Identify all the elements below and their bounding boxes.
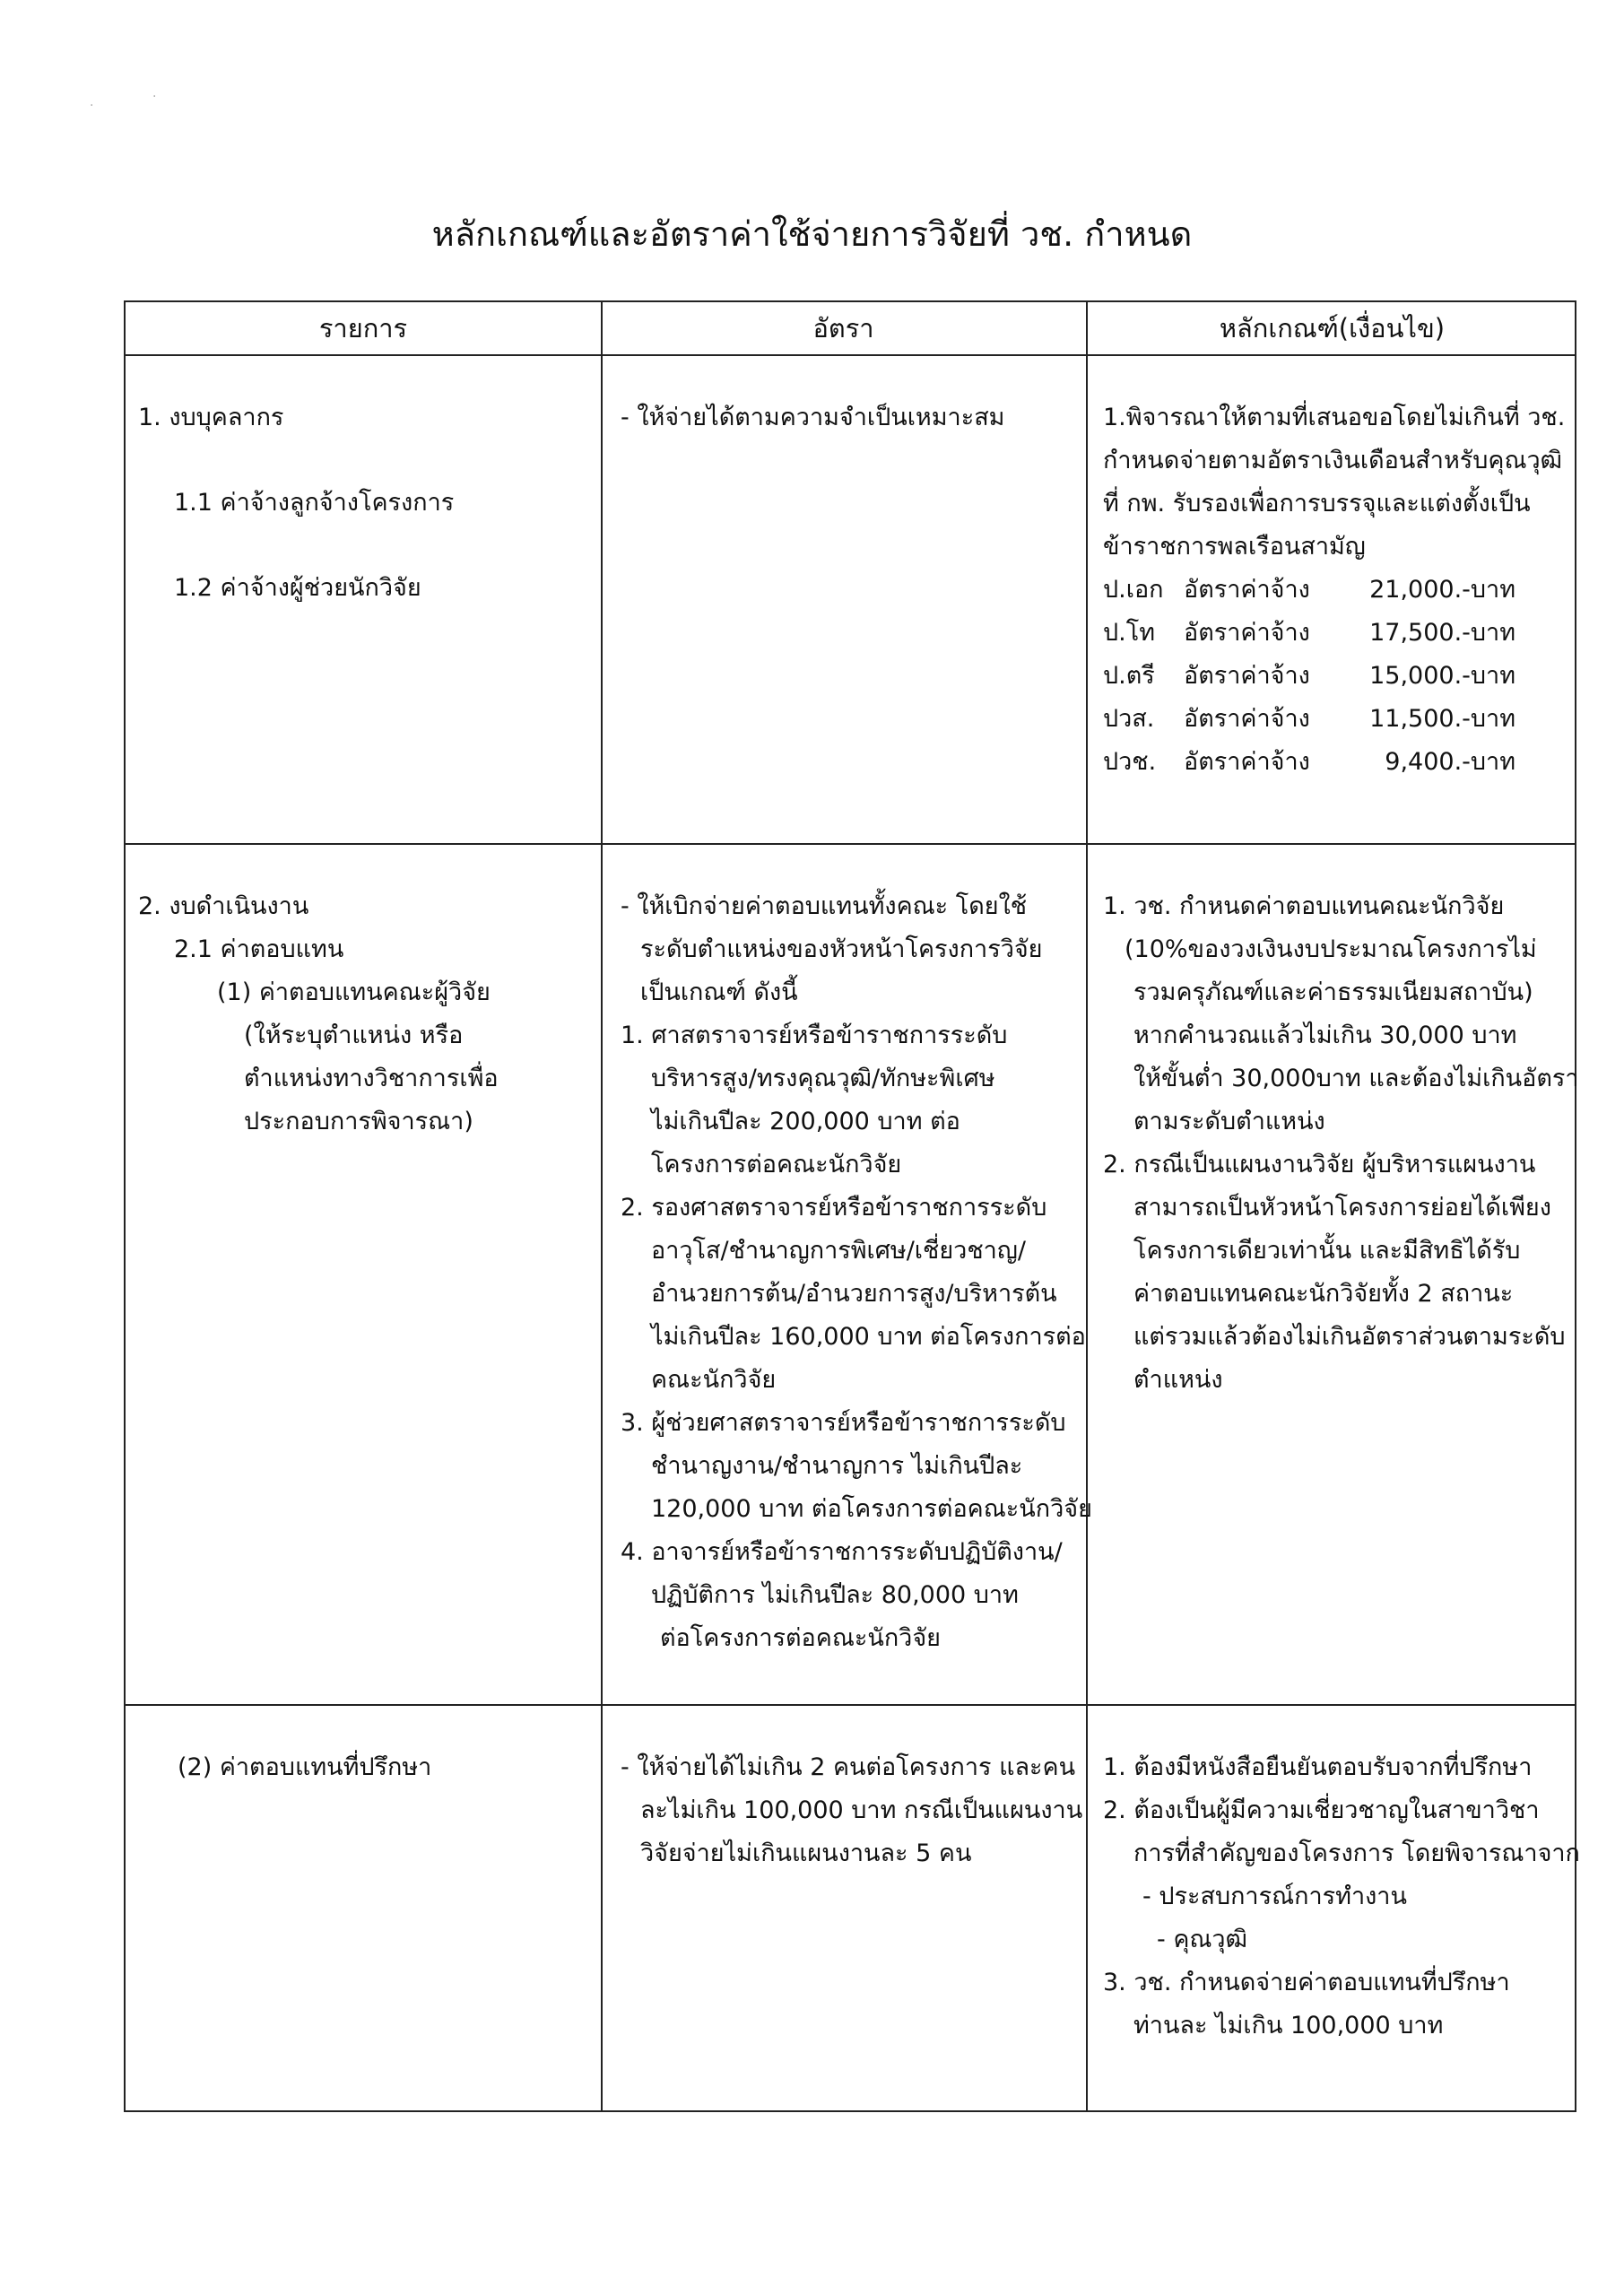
criteria-line: 1. ต้องมีหนังสือยืนยันตอบรับจากที่ปรึกษา (1103, 1753, 1533, 1781)
rate-line: ไม่เกินปีละ 160,000 บาท ต่อโครงการต่อ (651, 1323, 1086, 1351)
header-criteria: หลักเกณฑ์(เงื่อนไข) (1219, 313, 1446, 344)
rate-line: - ให้เบิกจ่ายค่าตอบแทนทั้งคณะ โดยใช้ (621, 892, 1028, 920)
criteria-line: 1.พิจารณาให้ตามที่เสนอขอโดยไม่เกินที่ วช. (1103, 404, 1566, 431)
criteria-line: รวมครุภัณฑ์และค่าธรรมเนียมสถาบัน) (1133, 978, 1533, 1006)
section2-item: (1) ค่าตอบแทนคณะผู้วิจัย (217, 978, 491, 1006)
section2-heading: 2. งบดำเนินงาน (138, 892, 309, 920)
rate-line: ละไม่เกิน 100,000 บาท กรณีเป็นแผนงาน (640, 1796, 1083, 1824)
rate-line: ไม่เกินปีละ 200,000 บาท ต่อ (651, 1108, 960, 1135)
criteria-line: 1. วช. กำหนดค่าตอบแทนคณะนักวิจัย (1103, 892, 1505, 920)
section1-sub1: 1.1 ค่าจ้างลูกจ้างโครงการ (174, 489, 455, 517)
criteria-line: ท่านละ ไม่เกิน 100,000 บาท (1133, 2012, 1444, 2039)
pay-rate-amount: 9,400.-บาท (1385, 748, 1515, 776)
header-divider (126, 354, 1575, 356)
pay-rate-degree: ปวส. (1103, 705, 1155, 733)
criteria-line: ตามระดับตำแหน่ง (1133, 1108, 1325, 1135)
criteria-line: สามารถเป็นหัวหน้าโครงการย่อยได้เพียง (1133, 1194, 1551, 1222)
criteria-line: ข้าราชการพลเรือนสามัญ (1103, 533, 1366, 561)
rate-line: วิจัยจ่ายไม่เกินแผนงานละ 5 คน (640, 1839, 972, 1867)
section2-sub: 2.1 ค่าตอบแทน (174, 935, 344, 963)
criteria-line: การที่สำคัญของโครงการ โดยพิจารณาจาก (1133, 1839, 1580, 1867)
section2-criteria (1103, 885, 1579, 1402)
criteria-line: - คุณวุฒิ (1157, 1926, 1247, 1953)
rate-line: ชำนาญงาน/ชำนาญการ ไม่เกินปีละ (651, 1452, 1023, 1480)
section1-sub2: 1.2 ค่าจ้างผู้ช่วยนักวิจัย (174, 574, 421, 602)
pay-rate-amount: 21,000.-บาท (1369, 576, 1515, 604)
pay-rate-row (1103, 569, 1565, 612)
criteria-line: กำหนดจ่ายตามอัตราเงินเดือนสำหรับคุณวุฒิ (1103, 447, 1563, 474)
criteria-line: ตำแหน่ง (1133, 1366, 1223, 1394)
criteria-line: (10%ของวงเงินงบประมาณโครงการไม่ (1125, 935, 1537, 963)
rate-line: อำนวยการต้น/อำนวยการสูง/บริหารต้น (651, 1280, 1057, 1308)
rate-line: 2. รองศาสตราจารย์หรือข้าราชการระดับ (621, 1194, 1047, 1222)
criteria-line: ค่าตอบแทนคณะนักวิจัยทั้ง 2 สถานะ (1133, 1280, 1514, 1308)
section3-criteria (1103, 1746, 1580, 2048)
rate-line: คณะนักวิจัย (651, 1366, 777, 1394)
column-divider (601, 302, 603, 2110)
section2-note: ประกอบการพิจารณา) (244, 1108, 473, 1135)
rate-line: เป็นเกณฑ์ ดังนี้ (640, 978, 798, 1006)
section2-note: ตำแหน่งทางวิชาการเพื่อ (244, 1065, 499, 1092)
criteria-line: แต่รวมแล้วต้องไม่เกินอัตราส่วนตามระดับ (1133, 1323, 1566, 1351)
section2-rate (621, 885, 1092, 1660)
rate-line: บริหารสูง/ทรงคุณวุฒิ/ทักษะพิเศษ (651, 1065, 995, 1092)
section1-rate: - ให้จ่ายได้ตามความจำเป็นเหมาะสม (621, 404, 1005, 431)
pay-rate-degree: ป.ตรี (1103, 662, 1155, 690)
section3-item: (2) ค่าตอบแทนที่ปรึกษา (178, 1753, 432, 1781)
criteria-line: หากคำนวณแล้วไม่เกิน 30,000 บาท (1133, 1022, 1517, 1049)
pay-rate-row (1103, 612, 1565, 655)
rate-line: 3. ผู้ช่วยศาสตราจารย์หรือข้าราชการระดับ (621, 1409, 1066, 1437)
criteria-line: - ประสบการณ์การทำงาน (1142, 1883, 1407, 1910)
rate-line: 120,000 บาท ต่อโครงการต่อคณะนักวิจัย (651, 1495, 1092, 1523)
header-rate: อัตรา (812, 313, 874, 344)
rate-line: โครงการต่อคณะนักวิจัย (651, 1151, 902, 1178)
rate-line: ระดับตำแหน่งของหัวหน้าโครงการวิจัย (640, 935, 1043, 963)
pay-rate-degree: ป.โท (1103, 619, 1156, 647)
rate-line: 4. อาจารย์หรือข้าราชการระดับปฏิบัติงาน/ (621, 1538, 1063, 1566)
criteria-line: 2. กรณีเป็นแผนงานวิจัย ผู้บริหารแผนงาน (1103, 1151, 1536, 1178)
rate-line: ปฏิบัติการ ไม่เกินปีละ 80,000 บาท (651, 1581, 1019, 1609)
section3-rate (621, 1746, 1082, 1875)
criteria-line: ให้ขั้นต่ำ 30,000บาท และต้องไม่เกินอัตรา (1133, 1065, 1579, 1092)
pay-rate-amount: 11,500.-บาท (1369, 705, 1515, 733)
criteria-line: 2. ต้องเป็นผู้มีความเชี่ยวชาญในสาขาวิชา (1103, 1796, 1540, 1824)
rate-line: - ให้จ่ายได้ไม่เกิน 2 คนต่อโครงการ และคน (621, 1753, 1076, 1781)
pay-rate-row (1103, 698, 1565, 741)
section1-criteria (1103, 396, 1565, 784)
row-divider (126, 1704, 1575, 1706)
pay-rate-row (1103, 741, 1565, 784)
pay-rate-amount: 17,500.-บาท (1369, 619, 1515, 647)
criteria-line: 3. วช. กำหนดจ่ายค่าตอบแทนที่ปรึกษา (1103, 1969, 1510, 1996)
pay-rate-label: อัตราค่าจ้าง (1184, 662, 1310, 690)
criteria-table (124, 300, 1580, 2112)
pay-rate-label: อัตราค่าจ้าง (1184, 619, 1310, 647)
document-title: หลักเกณฑ์และอัตราค่าใช้จ่ายการวิจัยที่ วช. กำหนด (431, 214, 1193, 254)
header-item: รายการ (318, 313, 408, 344)
rate-line: อาวุโส/ชำนาญการพิเศษ/เชี่ยวชาญ/ (651, 1237, 1026, 1265)
rate-line: 1. ศาสตราจารย์หรือข้าราชการระดับ (621, 1022, 1008, 1049)
pay-rate-label: อัตราค่าจ้าง (1184, 748, 1310, 776)
pay-rate-label: อัตราค่าจ้าง (1184, 576, 1310, 604)
criteria-line: ที่ กพ. รับรองเพื่อการบรรจุและแต่งตั้งเป็น (1103, 490, 1531, 517)
criteria-line: โครงการเดียวเท่านั้น และมีสิทธิได้รับ (1133, 1237, 1521, 1265)
row-divider (126, 843, 1575, 845)
section1-heading: 1. งบบุคลากร (138, 404, 284, 431)
pay-rate-degree: ป.เอก (1103, 576, 1164, 604)
section2-note: (ให้ระบุตำแหน่ง หรือ (244, 1022, 464, 1049)
pay-rate-amount: 15,000.-บาท (1369, 662, 1515, 690)
rate-line: ต่อโครงการต่อคณะนักวิจัย (660, 1624, 941, 1652)
scan-speck: · (152, 90, 157, 104)
pay-rate-label: อัตราค่าจ้าง (1184, 705, 1310, 733)
pay-rate-row (1103, 655, 1565, 698)
pay-rate-degree: ปวช. (1103, 748, 1157, 776)
scan-speck: · (90, 99, 94, 113)
